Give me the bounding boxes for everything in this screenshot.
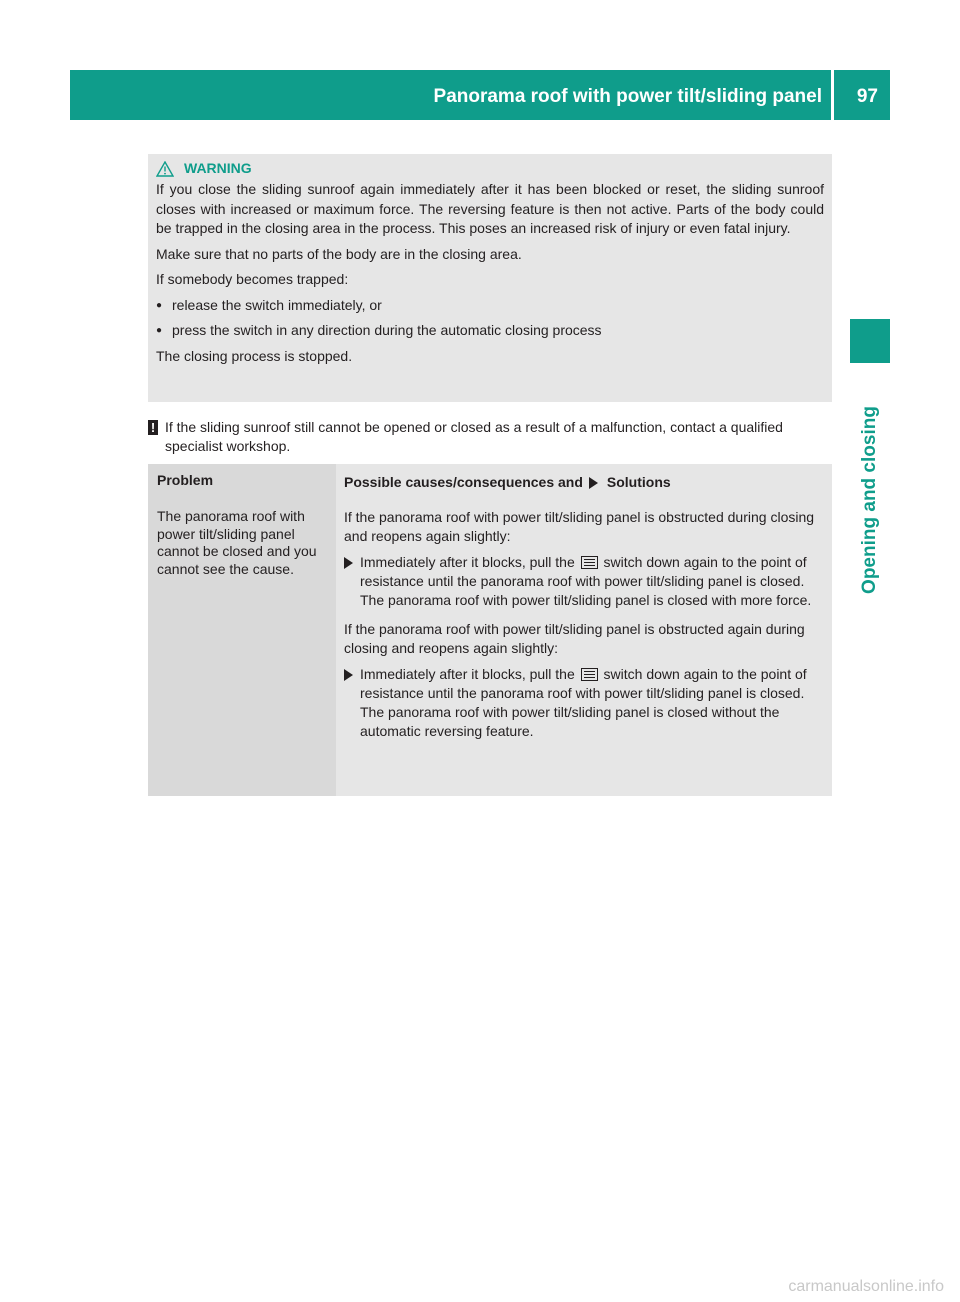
list-item bbox=[156, 296, 824, 316]
column-header-problem: Problem bbox=[148, 464, 336, 496]
switch-icon bbox=[581, 668, 598, 681]
header-bar bbox=[70, 70, 890, 120]
solution-cell bbox=[336, 496, 832, 796]
column-header-text: Solutions bbox=[606, 474, 671, 490]
step-text: switch down again to the point of resistance until the panorama roof with power tilt/sliding panel is closed. bbox=[360, 666, 807, 701]
switch-icon bbox=[581, 556, 598, 569]
result-text: The panorama roof with power tilt/sliding panel is closed without the automatic reversing feature. bbox=[360, 704, 780, 739]
list-item-text: press the switch in any direction during the automatic closing process bbox=[172, 322, 602, 338]
column-header-solutions bbox=[336, 464, 832, 496]
step-text: Immediately after it blocks, pull the bbox=[360, 666, 575, 682]
step bbox=[344, 665, 826, 741]
triangle-right-icon bbox=[344, 665, 360, 741]
note bbox=[148, 418, 832, 456]
troubleshooting-table bbox=[148, 464, 832, 796]
step bbox=[344, 553, 826, 610]
column-header-text: Possible causes/consequences and bbox=[344, 474, 583, 490]
warning-paragraph: If somebody becomes trapped: bbox=[156, 271, 349, 287]
case-text: If the panorama roof with power tilt/sliding panel is obstructed again during closing and reopens again slightly: bbox=[344, 621, 805, 656]
exclamation-icon: ! bbox=[148, 420, 158, 435]
table-row bbox=[148, 496, 832, 796]
step-text: Immediately after it blocks, pull the bbox=[360, 554, 575, 570]
step-text: switch down again to the point of resistance until the panorama roof with power tilt/sliding panel is closed. bbox=[360, 554, 807, 589]
warning-paragraph: The closing process is stopped. bbox=[156, 347, 353, 364]
watermark: carmanualsonline.info bbox=[788, 1278, 944, 1295]
warning-heading-text: WARNING bbox=[184, 160, 252, 177]
warning-box bbox=[148, 154, 832, 402]
header-divider bbox=[831, 70, 834, 120]
page-number: 97 bbox=[856, 86, 878, 107]
case-text: If the panorama roof with power tilt/sliding panel is obstructed during closing and reopens again slightly: bbox=[344, 509, 815, 544]
list-item-text: release the switch immediately, or bbox=[172, 296, 382, 313]
warning-paragraph: Make sure that no parts of the body are in the closing area. bbox=[156, 245, 522, 262]
list-item bbox=[156, 321, 824, 341]
page-title: Panorama roof with power tilt/sliding panel bbox=[433, 86, 822, 107]
triangle-right-icon bbox=[583, 474, 607, 496]
bullet-icon: ● bbox=[156, 299, 163, 311]
problem-cell: The panorama roof with power tilt/sliding panel cannot be closed and you cannot see the cause. bbox=[148, 496, 336, 796]
result-text: The panorama roof with power tilt/sliding panel is closed with more force. bbox=[360, 592, 812, 608]
warning-paragraph: If you close the sliding sunroof again immediately after it has been blocked or reset, the sliding sunroof closes with increased or maximum force. The reversing feature is then not active. Parts of the body could be trapped in the closing area in the process. This poses an increased risk of injury or even fatal injury. bbox=[156, 181, 824, 236]
note-text: If the sliding sunroof still cannot be opened or closed as a result of a malfunction, contact a qualified specialist workshop. bbox=[165, 419, 783, 454]
chapter-label: Opening and closing bbox=[859, 406, 880, 594]
table-header bbox=[148, 464, 832, 496]
triangle-right-icon bbox=[344, 553, 360, 610]
warning-triangle-icon bbox=[156, 161, 174, 177]
bullet-icon: ● bbox=[156, 325, 163, 336]
warning-heading bbox=[156, 158, 824, 180]
